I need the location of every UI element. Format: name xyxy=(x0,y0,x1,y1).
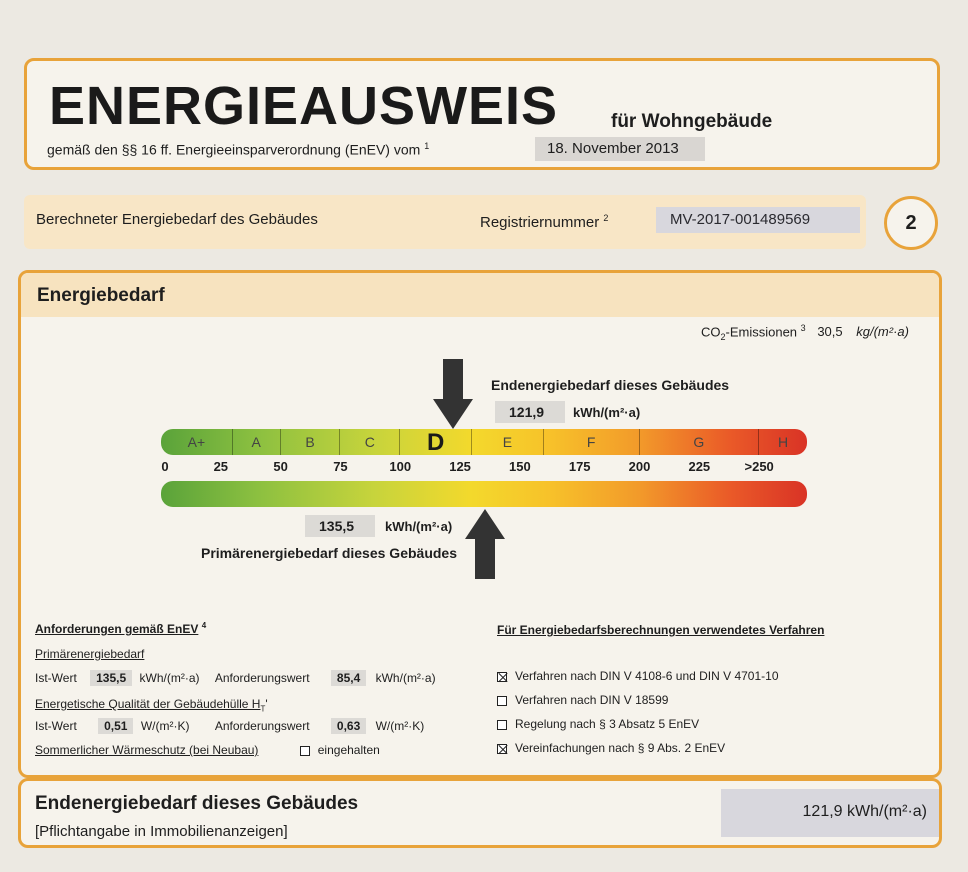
method-option[interactable] xyxy=(497,669,779,683)
requirements-title-text: Anforderungen gemäß EnEV xyxy=(35,622,199,636)
enev-date-field: 18. November 2013 xyxy=(535,137,705,161)
method-checkbox[interactable] xyxy=(497,744,507,754)
methods-title xyxy=(497,623,824,637)
primary-ist-value: 135,5 xyxy=(90,670,132,686)
scale-tick-label: 175 xyxy=(568,459,591,474)
envelope-requirement-row xyxy=(35,719,424,733)
envelope-ist-value: 0,51 xyxy=(98,718,133,734)
law-text: gemäß den §§ 16 ff. Energieeinsparverordnung (EnEV) vom xyxy=(47,141,421,158)
energy-demand-header xyxy=(21,273,939,317)
scale-tick-label: 200 xyxy=(628,459,651,474)
method-option[interactable] xyxy=(497,693,668,707)
summer-heading: Sommerlicher Wärmeschutz (bei Neubau) xyxy=(35,743,259,757)
energy-class-g: G xyxy=(640,429,760,455)
end-energy-unit: kWh/(m²·a) xyxy=(573,405,641,420)
primary-requirement-row xyxy=(35,671,436,685)
end-energy-arrow-icon xyxy=(433,359,473,429)
co2-label: CO xyxy=(701,324,721,340)
method-checkbox[interactable] xyxy=(497,672,507,682)
energy-class-aplus: A+ xyxy=(161,429,233,455)
method-option[interactable] xyxy=(497,717,699,731)
envelope-ist-label: Ist-Wert xyxy=(35,719,77,733)
primary-heading-text: Primärenergiebedarf xyxy=(35,647,145,661)
method-label: Regelung nach § 3 Absatz 5 EnEV xyxy=(515,717,700,731)
method-option[interactable] xyxy=(497,741,725,755)
law-reference xyxy=(47,141,429,158)
primary-energy-scale xyxy=(161,481,807,507)
method-checkbox[interactable] xyxy=(497,720,507,730)
energy-class-scale xyxy=(161,429,807,455)
summer-option[interactable] xyxy=(300,743,380,757)
method-label: Vereinfachungen nach § 9 Abs. 2 EnEV xyxy=(515,741,726,755)
co2-value: 30,5 xyxy=(817,324,843,340)
scale-tick-label: 125 xyxy=(449,459,471,474)
final-energy-note: [Pflichtangabe in Immobilienanzeigen] xyxy=(35,823,288,840)
primary-energy-label: Primärenergiebedarf dieses Gebäudes xyxy=(201,545,457,561)
summer-option-label: eingehalten xyxy=(317,743,380,757)
energy-class-c: C xyxy=(340,429,400,455)
registration-label-text: Registriernummer xyxy=(480,214,600,231)
energy-class-d: D xyxy=(400,429,472,455)
energy-class-a: A xyxy=(233,429,281,455)
document-subtitle: für Wohngebäude xyxy=(611,111,773,132)
registration-number: MV-2017-001489569 xyxy=(656,207,860,233)
energy-class-f: F xyxy=(544,429,640,455)
envelope-heading-text: Energetische Qualität der Gebäudehülle H xyxy=(35,697,261,711)
energy-class-b: B xyxy=(281,429,341,455)
method-label: Verfahren nach DIN V 4108-6 und DIN V 4701-10 xyxy=(515,669,779,683)
primary-anf-unit: kWh/(m²·a) xyxy=(375,671,436,685)
method-label: Verfahren nach DIN V 18599 xyxy=(515,693,669,707)
primary-energy-unit: kWh/(m²·a) xyxy=(385,519,453,534)
methods-title-text: Für Energiebedarfsberechnungen verwendetes Verfahren xyxy=(497,623,825,637)
energy-demand-title: Energiebedarf xyxy=(37,285,165,306)
primary-ist-label: Ist-Wert xyxy=(35,671,77,685)
scale-tick-label: 0 xyxy=(161,459,169,474)
primary-ist-unit: kWh/(m²·a) xyxy=(139,671,200,685)
registration-footnote: 2 xyxy=(603,213,609,223)
page-number-badge: 2 xyxy=(884,196,938,250)
summer-row xyxy=(35,743,380,757)
envelope-anf-label: Anforderungswert xyxy=(214,719,310,733)
envelope-ist-unit: W/(m²·K) xyxy=(140,719,190,733)
end-energy-value: 121,9 xyxy=(495,401,565,423)
calculated-demand-label: Berechneter Energiebedarf des Gebäudes xyxy=(36,211,318,228)
primary-anf-value: 85,4 xyxy=(331,670,366,686)
final-energy-box xyxy=(18,778,942,848)
summer-checkbox[interactable] xyxy=(300,746,310,756)
scale-tick-label: 50 xyxy=(273,459,288,474)
co2-emissions xyxy=(701,323,909,342)
scale-tick-label: 150 xyxy=(509,459,531,474)
energy-class-h: H xyxy=(778,434,789,450)
registration-bar xyxy=(24,195,866,249)
scale-tick-label: 225 xyxy=(688,459,711,474)
co2-footnote: 3 xyxy=(800,323,806,333)
final-energy-title: Endenergiebedarf dieses Gebäudes xyxy=(35,793,359,814)
law-footnote: 1 xyxy=(424,141,430,151)
energy-class-e: E xyxy=(472,429,544,455)
method-checkbox[interactable] xyxy=(497,696,507,706)
end-energy-label: Endenergiebedarf dieses Gebäudes xyxy=(491,377,730,393)
envelope-sub: T xyxy=(260,704,266,714)
document-title: ENERGIEAUSWEIS xyxy=(49,76,559,136)
scale-tick-label: 100 xyxy=(389,459,412,474)
final-energy-value: 121,9 kWh/(m²·a) xyxy=(721,789,939,837)
requirements-title xyxy=(35,621,206,636)
scale-tick-label: 25 xyxy=(213,459,229,474)
envelope-heading xyxy=(35,697,268,713)
primary-heading xyxy=(35,647,144,661)
energy-demand-section xyxy=(18,270,942,778)
envelope-anf-unit: W/(m²·K) xyxy=(375,719,425,733)
registration-label xyxy=(480,213,608,231)
co2-unit: kg/(m²·a) xyxy=(856,324,909,340)
scale-tick-label: >250 xyxy=(744,459,774,474)
envelope-anf-value: 0,63 xyxy=(331,718,366,734)
primary-anf-label: Anforderungswert xyxy=(214,671,310,685)
co2-sub: 2 xyxy=(720,331,726,342)
scale-tick-label: 75 xyxy=(333,459,348,474)
primary-energy-value: 135,5 xyxy=(305,515,375,537)
envelope-suffix: ' xyxy=(265,697,268,711)
co2-label-post: -Emissionen xyxy=(725,324,798,340)
header-box xyxy=(24,58,940,170)
requirements-footnote: 4 xyxy=(201,621,207,630)
primary-energy-arrow-icon xyxy=(465,509,505,579)
